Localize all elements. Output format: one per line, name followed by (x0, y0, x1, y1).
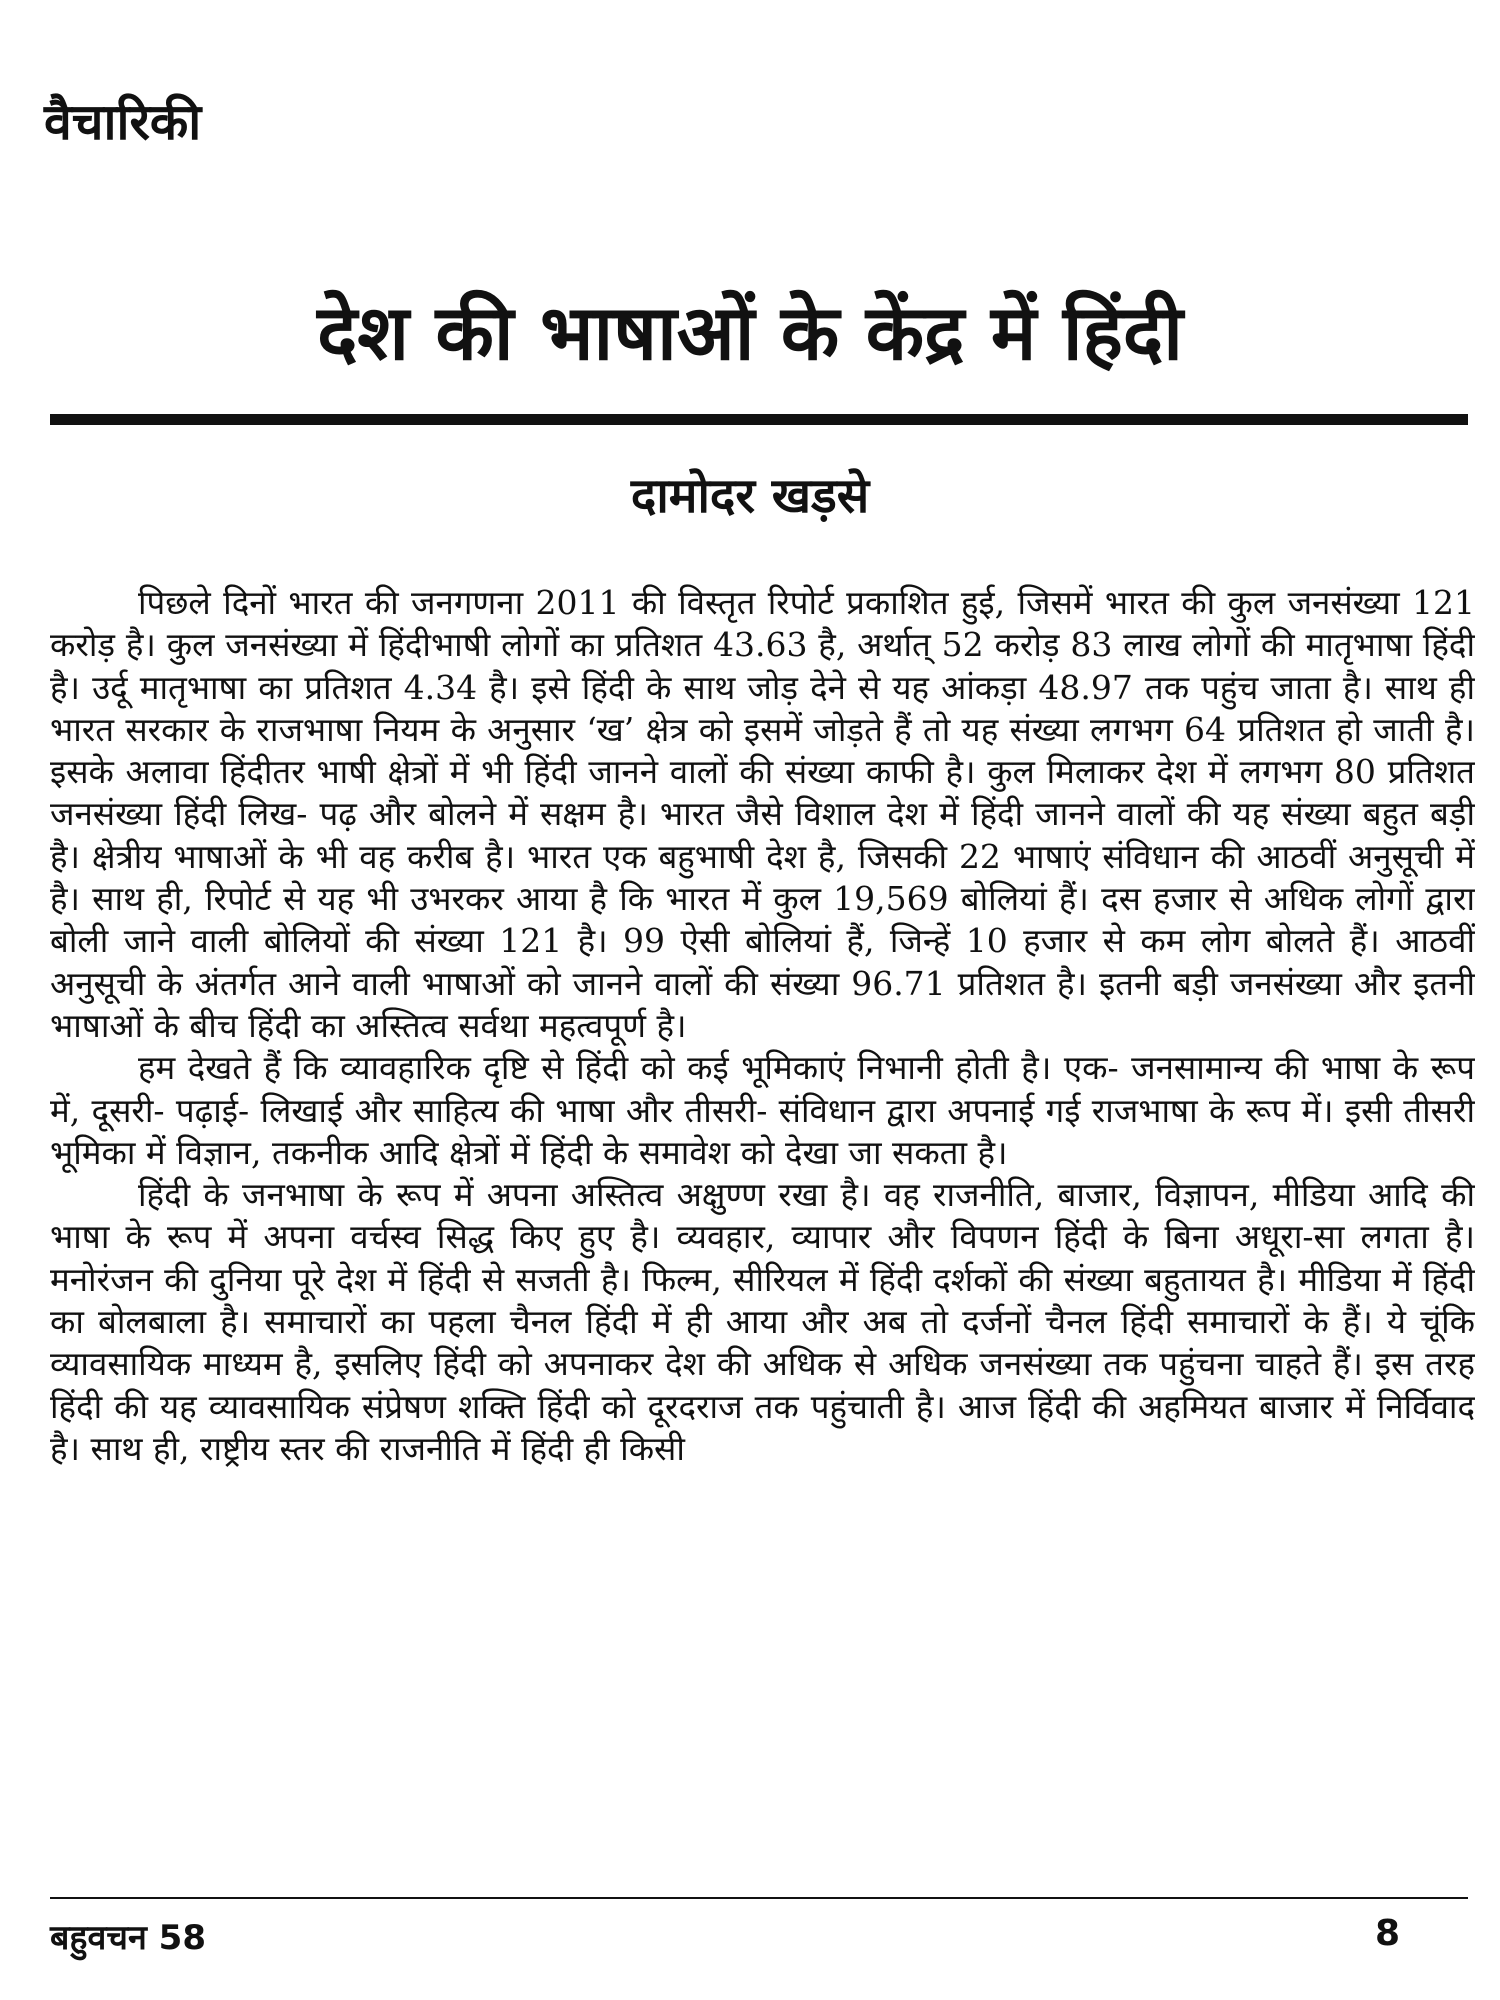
page-number: 8 (1374, 1913, 1400, 1954)
author-name: दामोदर खड़से (630, 468, 870, 524)
paragraph: हम देखते हैं कि व्यावहारिक दृष्टि से हिंदी को कई भूमिकाएं निभानी होती है। एक- जनसामान्य की भाषा के रूप में, दूसरी- पढ़ाई- लिखाई और साहित्य की भाषा और तीसरी- संविधान द्वारा अपनाई गई राजभाषा के रूप में। इसी तीसरी भूमिका में विज्ञान, तकनीक आदि क्षेत्रों में हिंदी के समावेश को देखा जा सकता है। (50, 1048, 1475, 1172)
publication-name: बहुवचन 58 (50, 1918, 206, 1958)
paragraph: पिछले दिनों भारत की जनगणना 2011 की विस्तृत रिपोर्ट प्रकाशित हुई, जिसमें भारत की कुल जनसंख्या 121 करोड़ है। कुल जनसंख्या में हिंदीभाषी लोगों का प्रतिशत 43.63 है, अर्थात् 52 करोड़ 83 लाख लोगों की मातृभाषा हिंदी है। उर्दू मातृभाषा का प्रतिशत 4.34 है। इसे हिंदी के साथ जोड़ देने से यह आंकड़ा 48.97 तक पहुंच जाता है। साथ ही भारत सरकार के राजभाषा नियम के अनुसार ‘ख’ क्षेत्र को इसमें जोड़ते हैं तो यह संख्या लगभग 64 प्रतिशत हो जाती है। इसके अलावा हिंदीतर भाषी क्षेत्रों में भी हिंदी जानने वालों की संख्या काफी है। कुल मिलाकर देश में लगभग 80 प्रतिशत जनसंख्या हिंदी लिख- पढ़ और बोलने में सक्षम है। भारत जैसे विशाल देश में हिंदी जानने वालों की यह संख्या बहुत बड़ी है। क्षेत्रीय भाषाओं के भी वह करीब है। भारत एक बहुभाषी देश है, जिसकी 22 भाषाएं संविधान की आठवीं अनुसूची में है। साथ ही, रिपोर्ट से यह भी उभरकर आया है कि भारत में कुल 19,569 बोलियां हैं। दस हजार से अधिक लोगों द्वारा बोली जाने वाली बोलियों की संख्या 121 है। 99 ऐसी बोलियां हैं, जिन्हें 10 हजार से कम लोग बोलते हैं। आठवीं अनुसूची के अंतर्गत आने वाली भाषाओं को जानने वालों की संख्या 96.71 प्रतिशत है। इतनी बड़ी जनसंख्या और इतनी भाषाओं के बीच हिंदी का अस्तित्व सर्वथा महत्वपूर्ण है। (50, 583, 1475, 1045)
section-label: वैचारिकी (44, 93, 202, 151)
title-divider (50, 414, 1468, 425)
footer-divider (50, 1897, 1468, 1899)
paragraph: हिंदी के जनभाषा के रूप में अपना अस्तित्व अक्षुण्ण रखा है। वह राजनीति, बाजार, विज्ञापन, मीडिया आदि की भाषा के रूप में अपना वर्चस्व सिद्ध किए हुए है। व्यवहार, व्यापार और विपणन हिंदी के बिना अधूरा-सा लगता है। मनोरंजन की दुनिया पूरे देश में हिंदी से सजती है। फिल्म, सीरियल में हिंदी दर्शकों की संख्या बहुतायत है। मीडिया में हिंदी का बोलबाला है। समाचारों का पहला चैनल हिंदी में ही आया और अब तो दर्जनों चैनल हिंदी समाचारों के हैं। ये चूंकि व्यावसायिक माध्यम है, इसलिए हिंदी को अपनाकर देश की अधिक से अधिक जनसंख्या तक पहुंचना चाहते हैं। इस तरह हिंदी की यह व्यावसायिक संप्रेषण शक्ति हिंदी को दूरदराज तक पहुंचाती है। आज हिंदी की अहमियत बाजार में निर्विवाद है। साथ ही, राष्ट्रीय स्तर की राजनीति में हिंदी ही किसी (50, 1175, 1475, 1468)
article-body (50, 582, 1475, 1872)
article-title: देश की भाषाओं के केंद्र में हिंदी (317, 288, 1183, 377)
